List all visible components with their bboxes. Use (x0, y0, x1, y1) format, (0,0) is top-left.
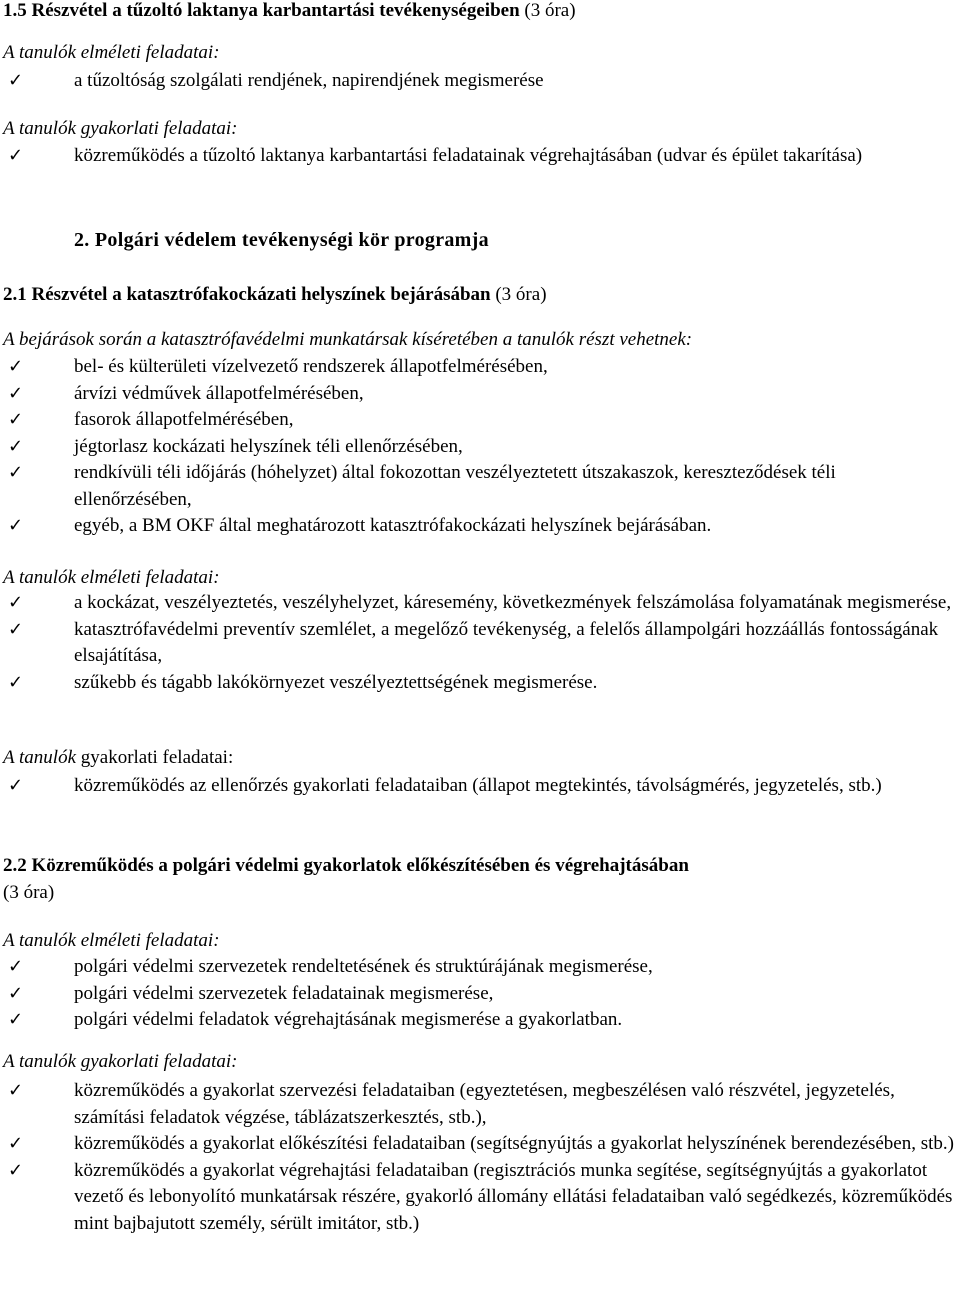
chapter-2-title: 2. Polgári védelem tevékenységi kör programja (74, 229, 489, 251)
list-item: ✓ árvízi védművek állapotfelmérésében, (3, 381, 958, 408)
section-2-1-intro: A bejárások során a katasztrófavédelmi munkatársak kíséretében a tanulók részt vehetnek: (3, 329, 693, 350)
checkmark-icon: ✓ (8, 70, 24, 91)
checkmark-icon: ✓ (8, 956, 24, 977)
list-item: ✓ rendkívüli téli időjárás (hóhelyzet) által fokozottan veszélyeztetett útszakaszok, kereszteződések téli ellenőrzésében, (8, 462, 836, 510)
checkmark-icon: ✓ (8, 1159, 24, 1181)
checkmark-icon: ✓ (8, 356, 24, 377)
checkmark-icon: ✓ (8, 515, 24, 536)
list-item: ✓ egyéb, a BM OKF által meghatározott katasztrófakockázati helyszínek bejárásában. (3, 513, 958, 540)
section-2-1-visit-list (3, 354, 958, 540)
section-1-5-theory-list (3, 68, 958, 95)
section-2-2-practice-list (3, 1078, 958, 1237)
checkmark-icon: ✓ (8, 145, 24, 166)
list-item: ✓ szűkebb és tágabb lakókörnyezet veszélyeztettségének megismerése. (3, 670, 958, 697)
checkmark-icon: ✓ (8, 435, 24, 457)
checkmark-icon: ✓ (8, 382, 24, 404)
list-item: ✓ a tűzoltóság szolgálati rendjének, napirendjének megismerése (3, 68, 958, 95)
list-item: ✓ polgári védelmi szervezetek rendeltetésének és struktúrájának megismerése, (3, 954, 958, 981)
section-1-5-practice-list (3, 143, 958, 170)
list-item: ✓ közreműködés az ellenőrzés gyakorlati feladataiban (állapot megtekintés, távolságmérés, jegyzetelés, stb.) (3, 773, 958, 800)
section-1-5-theory-label: A tanulók elméleti feladatai: (3, 42, 220, 63)
section-2-2-theory-label: A tanulók elméleti feladatai: (3, 930, 220, 951)
list-item: ✓ közreműködés a gyakorlat szervezési feladataiban (egyeztetésen, megbeszélésen való részvétel, jegyzetelés, számítási feladatok végzése, táblázatszerkesztés, stb.), (8, 1080, 895, 1128)
checkmark-icon: ✓ (8, 1080, 24, 1101)
list-item: ✓ katasztrófavédelmi preventív szemlélet, a megelőző tevékenység, a felelős állampolgári hozzáállás fontosságának elsajátítása, (8, 618, 939, 666)
list-item: ✓ jégtorlasz kockázati helyszínek téli ellenőrzésében, (3, 434, 958, 461)
checkmark-icon: ✓ (8, 671, 24, 693)
section-1-5-practice-label: A tanulók gyakorlati feladatai: (3, 118, 238, 139)
list-item: ✓ a kockázat, veszélyeztetés, veszélyhelyzet, káresemény, következmények felszámolása folyamatának megismerése, (3, 590, 958, 617)
list-item: ✓ polgári védelmi feladatok végrehajtásának megismerése a gyakorlatban. (3, 1007, 958, 1034)
checkmark-icon: ✓ (8, 775, 24, 796)
checkmark-icon: ✓ (8, 592, 24, 613)
checkmark-icon: ✓ (8, 1133, 24, 1154)
section-2-1-theory-label: A tanulók elméleti feladatai: (3, 567, 220, 588)
checkmark-icon: ✓ (8, 982, 24, 1004)
section-2-2-theory-list (3, 954, 958, 1034)
section-2-1-theory-list (3, 590, 958, 696)
section-2-2-practice-label: A tanulók gyakorlati feladatai: (3, 1051, 238, 1072)
list-item: ✓ közreműködés a gyakorlat előkészítési feladataiban (segítségnyújtás a gyakorlat helyszínének berendezésében, stb.) (3, 1131, 958, 1158)
section-1-5-heading: 1.5 Részvétel a tűzoltó laktanya karbantartási tevékenységeiben (3 óra) (3, 0, 576, 21)
list-item: ✓ polgári védelmi szervezetek feladatainak megismerése, (3, 981, 958, 1008)
checkmark-icon: ✓ (8, 409, 24, 430)
checkmark-icon: ✓ (8, 618, 24, 640)
section-2-1-practice-label: A tanulók gyakorlati feladatai: (3, 747, 234, 768)
section-2-1-practice-list (3, 773, 958, 800)
list-item: ✓ közreműködés a gyakorlat végrehajtási feladataiban (regisztrációs munka segítése, segítségnyújtás a gyakorlatot vezető és lebonyolító munkatársak részére, gyakorló állomány ellátási feladataiban való segédkezés, közreműködés mint bajbajutott személy, sérült imitátor, stb.) (8, 1159, 953, 1234)
list-item: ✓ bel- és külterületi vízelvezető rendszerek állapotfelmérésében, (3, 354, 958, 381)
checkmark-icon: ✓ (8, 462, 24, 483)
checkmark-icon: ✓ (8, 1009, 24, 1030)
list-item: ✓ fasorok állapotfelmérésében, (3, 407, 958, 434)
section-2-2-heading: 2.2 Közreműködés a polgári védelmi gyakorlatok előkészítésében és végrehajtásában (3 óra) (3, 855, 689, 903)
list-item: ✓ közreműködés a tűzoltó laktanya karbantartási feladatainak végrehajtásában (udvar és épület takarítása) (3, 143, 958, 170)
section-2-1-heading: 2.1 Részvétel a katasztrófakockázati helyszínek bejárásában (3 óra) (3, 284, 547, 305)
